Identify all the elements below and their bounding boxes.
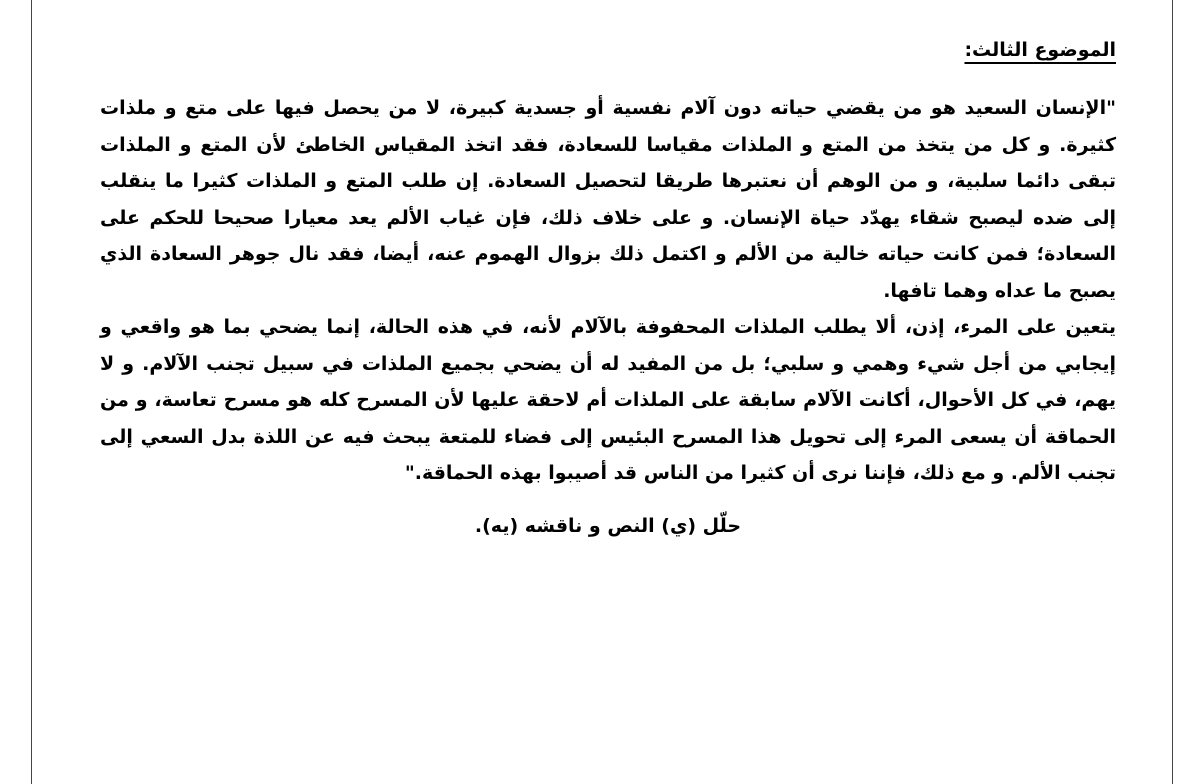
topic-heading-text: الموضوع الثالث: (964, 39, 1116, 61)
text-paragraph-2: يتعين على المرء، إذن، ألا يطلب الملذات المحفوفة بالآلام لأنه، في هذه الحالة، إنما يضحي بما هو واقعي و إيجابي من أجل شيء وهمي و سلبي؛ بل من المفيد له أن يضحي بجميع الملذات في سبيل تجنب الآلام. و لا يهم، في كل الأحوال، أكانت الآلام سابقة على الملذات أم لاحقة عليها لأن المسرح كله هو مسرح تعاسة، و من الحماقة أن يسعى المرء إلى تحويل هذا المسرح البئيس إلى فضاء للمتعة يبحث فيه عن اللذة بدل السعي إلى تجنب الألم. و مع ذلك، فإننا نرى أن كثيرا من الناس قد أصيبوا بهذه الحماقة." (100, 316, 1116, 484)
topic-heading (100, 30, 1116, 70)
text-paragraph-1: "الإنسان السعيد هو من يقضي حياته دون آلام نفسية أو جسدية كبيرة، لا من يحصل فيها على متع و ملذات كثيرة. و كل من يتخذ من المتع و الملذات مقياسا للسعادة، فقد اتخذ المقياس الخاطئ لأن المتع و الملذات تبقى دائما سلبية، و من الوهم أن نعتبرها طريقا لتحصيل السعادة. إن طلب المتع و الملذات كثيرا ما ينقلب إلى ضده ليصبح شقاء يهدّد حياة الإنسان. و على خلاف ذلك، فإن غياب الألم يعد معيارا صحيحا للحكم على السعادة؛ فمن كانت حياته خالية من الألم و اكتمل ذلك بزوال الهموم عنه، أيضا، فقد نال جوهر السعادة الذي يصبح ما عداه وهما تافها. (100, 97, 1116, 302)
analysis-instruction: حلّل (ي) النص و ناقشه (يه). (474, 514, 742, 537)
page-right-border (1172, 0, 1173, 784)
page-left-border (31, 0, 32, 784)
document-page (100, 30, 1116, 546)
